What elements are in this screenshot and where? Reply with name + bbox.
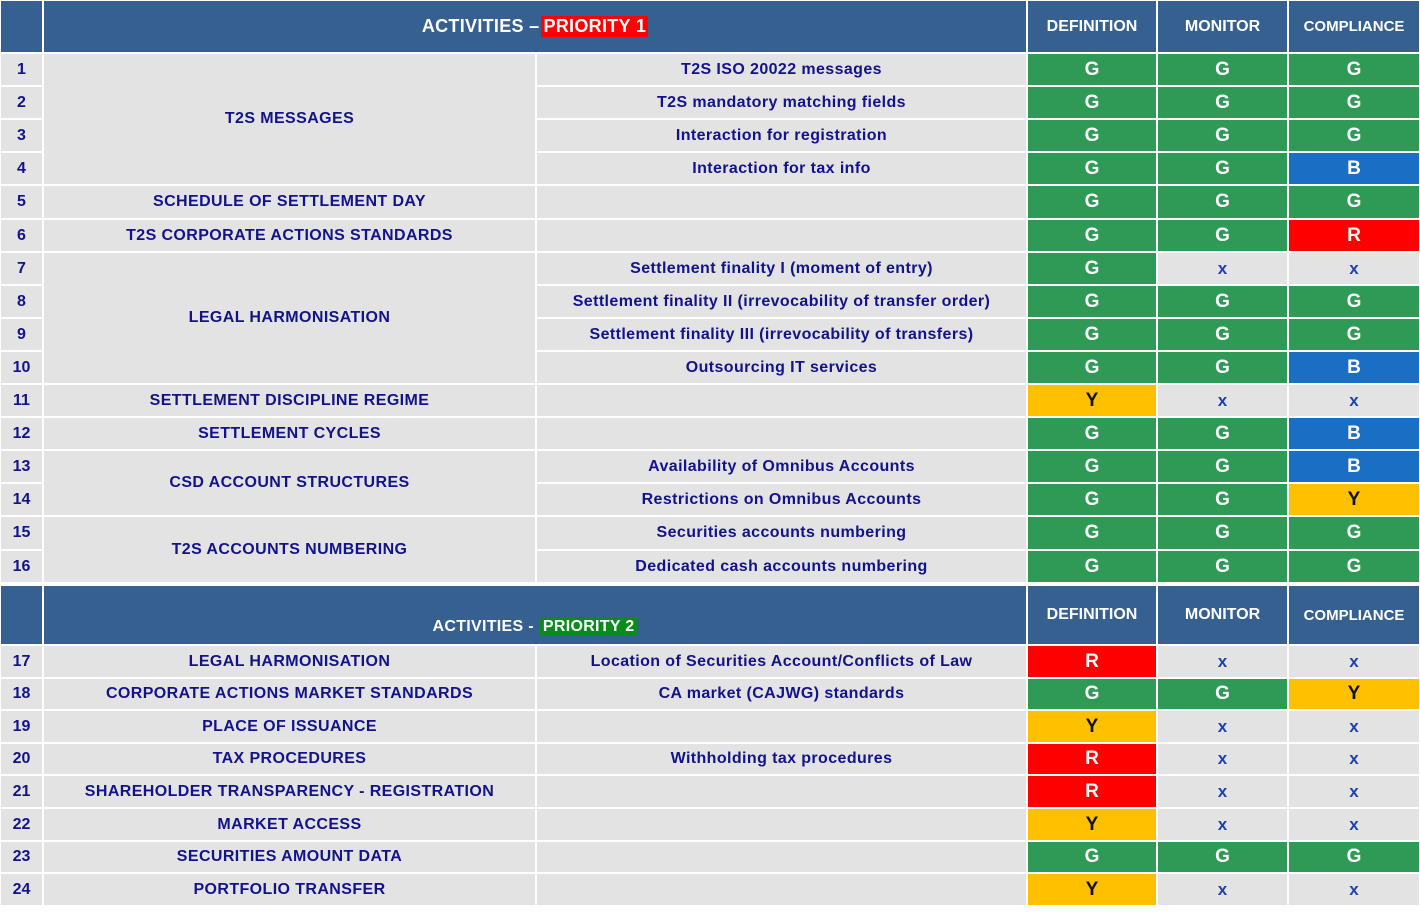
compliance-status: x: [1289, 809, 1419, 840]
activity-label: T2S ACCOUNTS NUMBERING: [44, 517, 535, 582]
sub-activity: Settlement finality III (irrevocability of transfers): [537, 319, 1026, 350]
definition-status: G: [1028, 220, 1156, 251]
header-corner-2: [1, 586, 42, 644]
definition-status: Y: [1028, 711, 1156, 742]
sub-activity: [537, 711, 1026, 742]
compliance-status: G: [1289, 286, 1419, 317]
sub-activity: [537, 220, 1026, 251]
sub-activity: [537, 418, 1026, 449]
compliance-status: G: [1289, 319, 1419, 350]
sub-activity: Securities accounts numbering: [537, 517, 1026, 549]
row-number: 16: [1, 551, 42, 582]
col-header-monitor: MONITOR: [1158, 586, 1287, 644]
definition-status: R: [1028, 646, 1156, 677]
compliance-status: x: [1289, 711, 1419, 742]
sub-activity: Interaction for registration: [537, 120, 1026, 151]
sub-activity: Availability of Omnibus Accounts: [537, 451, 1026, 482]
row-number: 24: [1, 874, 42, 905]
row-number: 13: [1, 451, 42, 482]
monitor-status: G: [1158, 286, 1287, 317]
sub-activity: Settlement finality I (moment of entry): [537, 253, 1026, 284]
definition-status: G: [1028, 54, 1156, 85]
sub-activity: Outsourcing IT services: [537, 352, 1026, 383]
monitor-status: G: [1158, 87, 1287, 118]
row-number: 5: [1, 186, 42, 218]
monitor-status: G: [1158, 186, 1287, 218]
header-corner-1: [1, 1, 42, 52]
section-title-prefix: ACTIVITIES -: [432, 618, 534, 635]
compliance-status: B: [1289, 153, 1419, 184]
col-header-compliance: COMPLIANCE: [1289, 1, 1419, 52]
monitor-status: x: [1158, 874, 1287, 905]
definition-status: R: [1028, 744, 1156, 774]
row-number: 2: [1, 87, 42, 118]
monitor-status: G: [1158, 153, 1287, 184]
monitor-status: G: [1158, 842, 1287, 872]
row-number: 22: [1, 809, 42, 840]
monitor-status: x: [1158, 646, 1287, 677]
sub-activity: T2S ISO 20022 messages: [537, 54, 1026, 85]
monitor-status: x: [1158, 385, 1287, 416]
definition-status: G: [1028, 352, 1156, 383]
priority-badge: PRIORITY 2: [540, 618, 638, 636]
row-number: 3: [1, 120, 42, 151]
row-number: 12: [1, 418, 42, 449]
compliance-status: B: [1289, 352, 1419, 383]
monitor-status: G: [1158, 679, 1287, 709]
row-number: 10: [1, 352, 42, 383]
compliance-status: G: [1289, 120, 1419, 151]
row-number: 18: [1, 679, 42, 709]
definition-status: G: [1028, 286, 1156, 317]
compliance-status: x: [1289, 874, 1419, 905]
definition-status: Y: [1028, 809, 1156, 840]
sub-activity: [537, 842, 1026, 872]
definition-status: G: [1028, 842, 1156, 872]
compliance-status: Y: [1289, 484, 1419, 515]
compliance-status: B: [1289, 418, 1419, 449]
monitor-status: G: [1158, 319, 1287, 350]
activity-label: SCHEDULE OF SETTLEMENT DAY: [44, 186, 535, 218]
col-header-monitor: MONITOR: [1158, 1, 1287, 52]
monitor-status: G: [1158, 120, 1287, 151]
priority-badge: PRIORITY 1: [543, 16, 647, 36]
sub-activity: Interaction for tax info: [537, 153, 1026, 184]
definition-status: R: [1028, 776, 1156, 807]
compliance-status: G: [1289, 517, 1419, 549]
activity-label: TAX PROCEDURES: [44, 744, 535, 774]
monitor-status: G: [1158, 54, 1287, 85]
activity-label: PORTFOLIO TRANSFER: [44, 874, 535, 905]
monitor-status: G: [1158, 484, 1287, 515]
activity-label: T2S CORPORATE ACTIONS STANDARDS: [44, 220, 535, 251]
activity-label: CORPORATE ACTIONS MARKET STANDARDS: [44, 679, 535, 709]
row-number: 20: [1, 744, 42, 774]
monitor-status: x: [1158, 253, 1287, 284]
monitor-status: G: [1158, 451, 1287, 482]
compliance-status: G: [1289, 842, 1419, 872]
sub-activity: [537, 874, 1026, 905]
sub-activity: [537, 186, 1026, 218]
compliance-status: R: [1289, 220, 1419, 251]
definition-status: Y: [1028, 874, 1156, 905]
compliance-status: Y: [1289, 679, 1419, 709]
row-number: 17: [1, 646, 42, 677]
compliance-status: x: [1289, 776, 1419, 807]
row-number: 19: [1, 711, 42, 742]
definition-status: G: [1028, 551, 1156, 582]
definition-status: G: [1028, 153, 1156, 184]
activity-label: T2S MESSAGES: [44, 54, 535, 184]
row-number: 6: [1, 220, 42, 251]
sub-activity: Location of Securities Account/Conflicts of Law: [537, 646, 1026, 677]
compliance-status: x: [1289, 744, 1419, 774]
activity-label: LEGAL HARMONISATION: [44, 646, 535, 677]
row-number: 15: [1, 517, 42, 549]
definition-status: G: [1028, 451, 1156, 482]
monitor-status: x: [1158, 776, 1287, 807]
section-title-2: [44, 586, 1026, 644]
compliance-status: x: [1289, 385, 1419, 416]
col-header-compliance: COMPLIANCE: [1289, 586, 1419, 644]
row-number: 7: [1, 253, 42, 284]
row-number: 4: [1, 153, 42, 184]
definition-status: G: [1028, 319, 1156, 350]
monitor-status: x: [1158, 711, 1287, 742]
definition-status: G: [1028, 87, 1156, 118]
sub-activity: CA market (CAJWG) standards: [537, 679, 1026, 709]
activity-label: PLACE OF ISSUANCE: [44, 711, 535, 742]
monitor-status: G: [1158, 517, 1287, 549]
activity-label: SETTLEMENT CYCLES: [44, 418, 535, 449]
activity-label: MARKET ACCESS: [44, 809, 535, 840]
row-number: 14: [1, 484, 42, 515]
compliance-status: G: [1289, 186, 1419, 218]
sub-activity: [537, 776, 1026, 807]
row-number: 1: [1, 54, 42, 85]
monitor-status: G: [1158, 352, 1287, 383]
compliance-status: x: [1289, 253, 1419, 284]
monitor-status: G: [1158, 418, 1287, 449]
sub-activity: T2S mandatory matching fields: [537, 87, 1026, 118]
row-number: 11: [1, 385, 42, 416]
compliance-status: G: [1289, 551, 1419, 582]
compliance-status: G: [1289, 87, 1419, 118]
sub-activity: [537, 809, 1026, 840]
definition-status: G: [1028, 418, 1156, 449]
row-number: 21: [1, 776, 42, 807]
compliance-status: B: [1289, 451, 1419, 482]
col-header-definition: DEFINITION: [1028, 586, 1156, 644]
definition-status: Y: [1028, 385, 1156, 416]
definition-status: G: [1028, 186, 1156, 218]
row-number: 8: [1, 286, 42, 317]
activity-label: SETTLEMENT DISCIPLINE REGIME: [44, 385, 535, 416]
definition-status: G: [1028, 120, 1156, 151]
row-number: 23: [1, 842, 42, 872]
monitor-status: x: [1158, 744, 1287, 774]
definition-status: G: [1028, 484, 1156, 515]
monitor-status: x: [1158, 809, 1287, 840]
sub-activity: Dedicated cash accounts numbering: [537, 551, 1026, 582]
sub-activity: Withholding tax procedures: [537, 744, 1026, 774]
compliance-status: G: [1289, 54, 1419, 85]
sub-activity: Settlement finality II (irrevocability of transfer order): [537, 286, 1026, 317]
sub-activity: Restrictions on Omnibus Accounts: [537, 484, 1026, 515]
definition-status: G: [1028, 517, 1156, 549]
col-header-definition: DEFINITION: [1028, 1, 1156, 52]
activity-label: SECURITIES AMOUNT DATA: [44, 842, 535, 872]
compliance-status: x: [1289, 646, 1419, 677]
section-title-1: [44, 1, 1026, 52]
sub-activity: [537, 385, 1026, 416]
monitor-status: G: [1158, 220, 1287, 251]
monitor-status: G: [1158, 551, 1287, 582]
definition-status: G: [1028, 679, 1156, 709]
activity-label: CSD ACCOUNT STRUCTURES: [44, 451, 535, 515]
definition-status: G: [1028, 253, 1156, 284]
activity-label: SHAREHOLDER TRANSPARENCY - REGISTRATION: [44, 776, 535, 807]
row-number: 9: [1, 319, 42, 350]
section-title-prefix: ACTIVITIES –: [421, 16, 540, 36]
activity-label: LEGAL HARMONISATION: [44, 253, 535, 383]
